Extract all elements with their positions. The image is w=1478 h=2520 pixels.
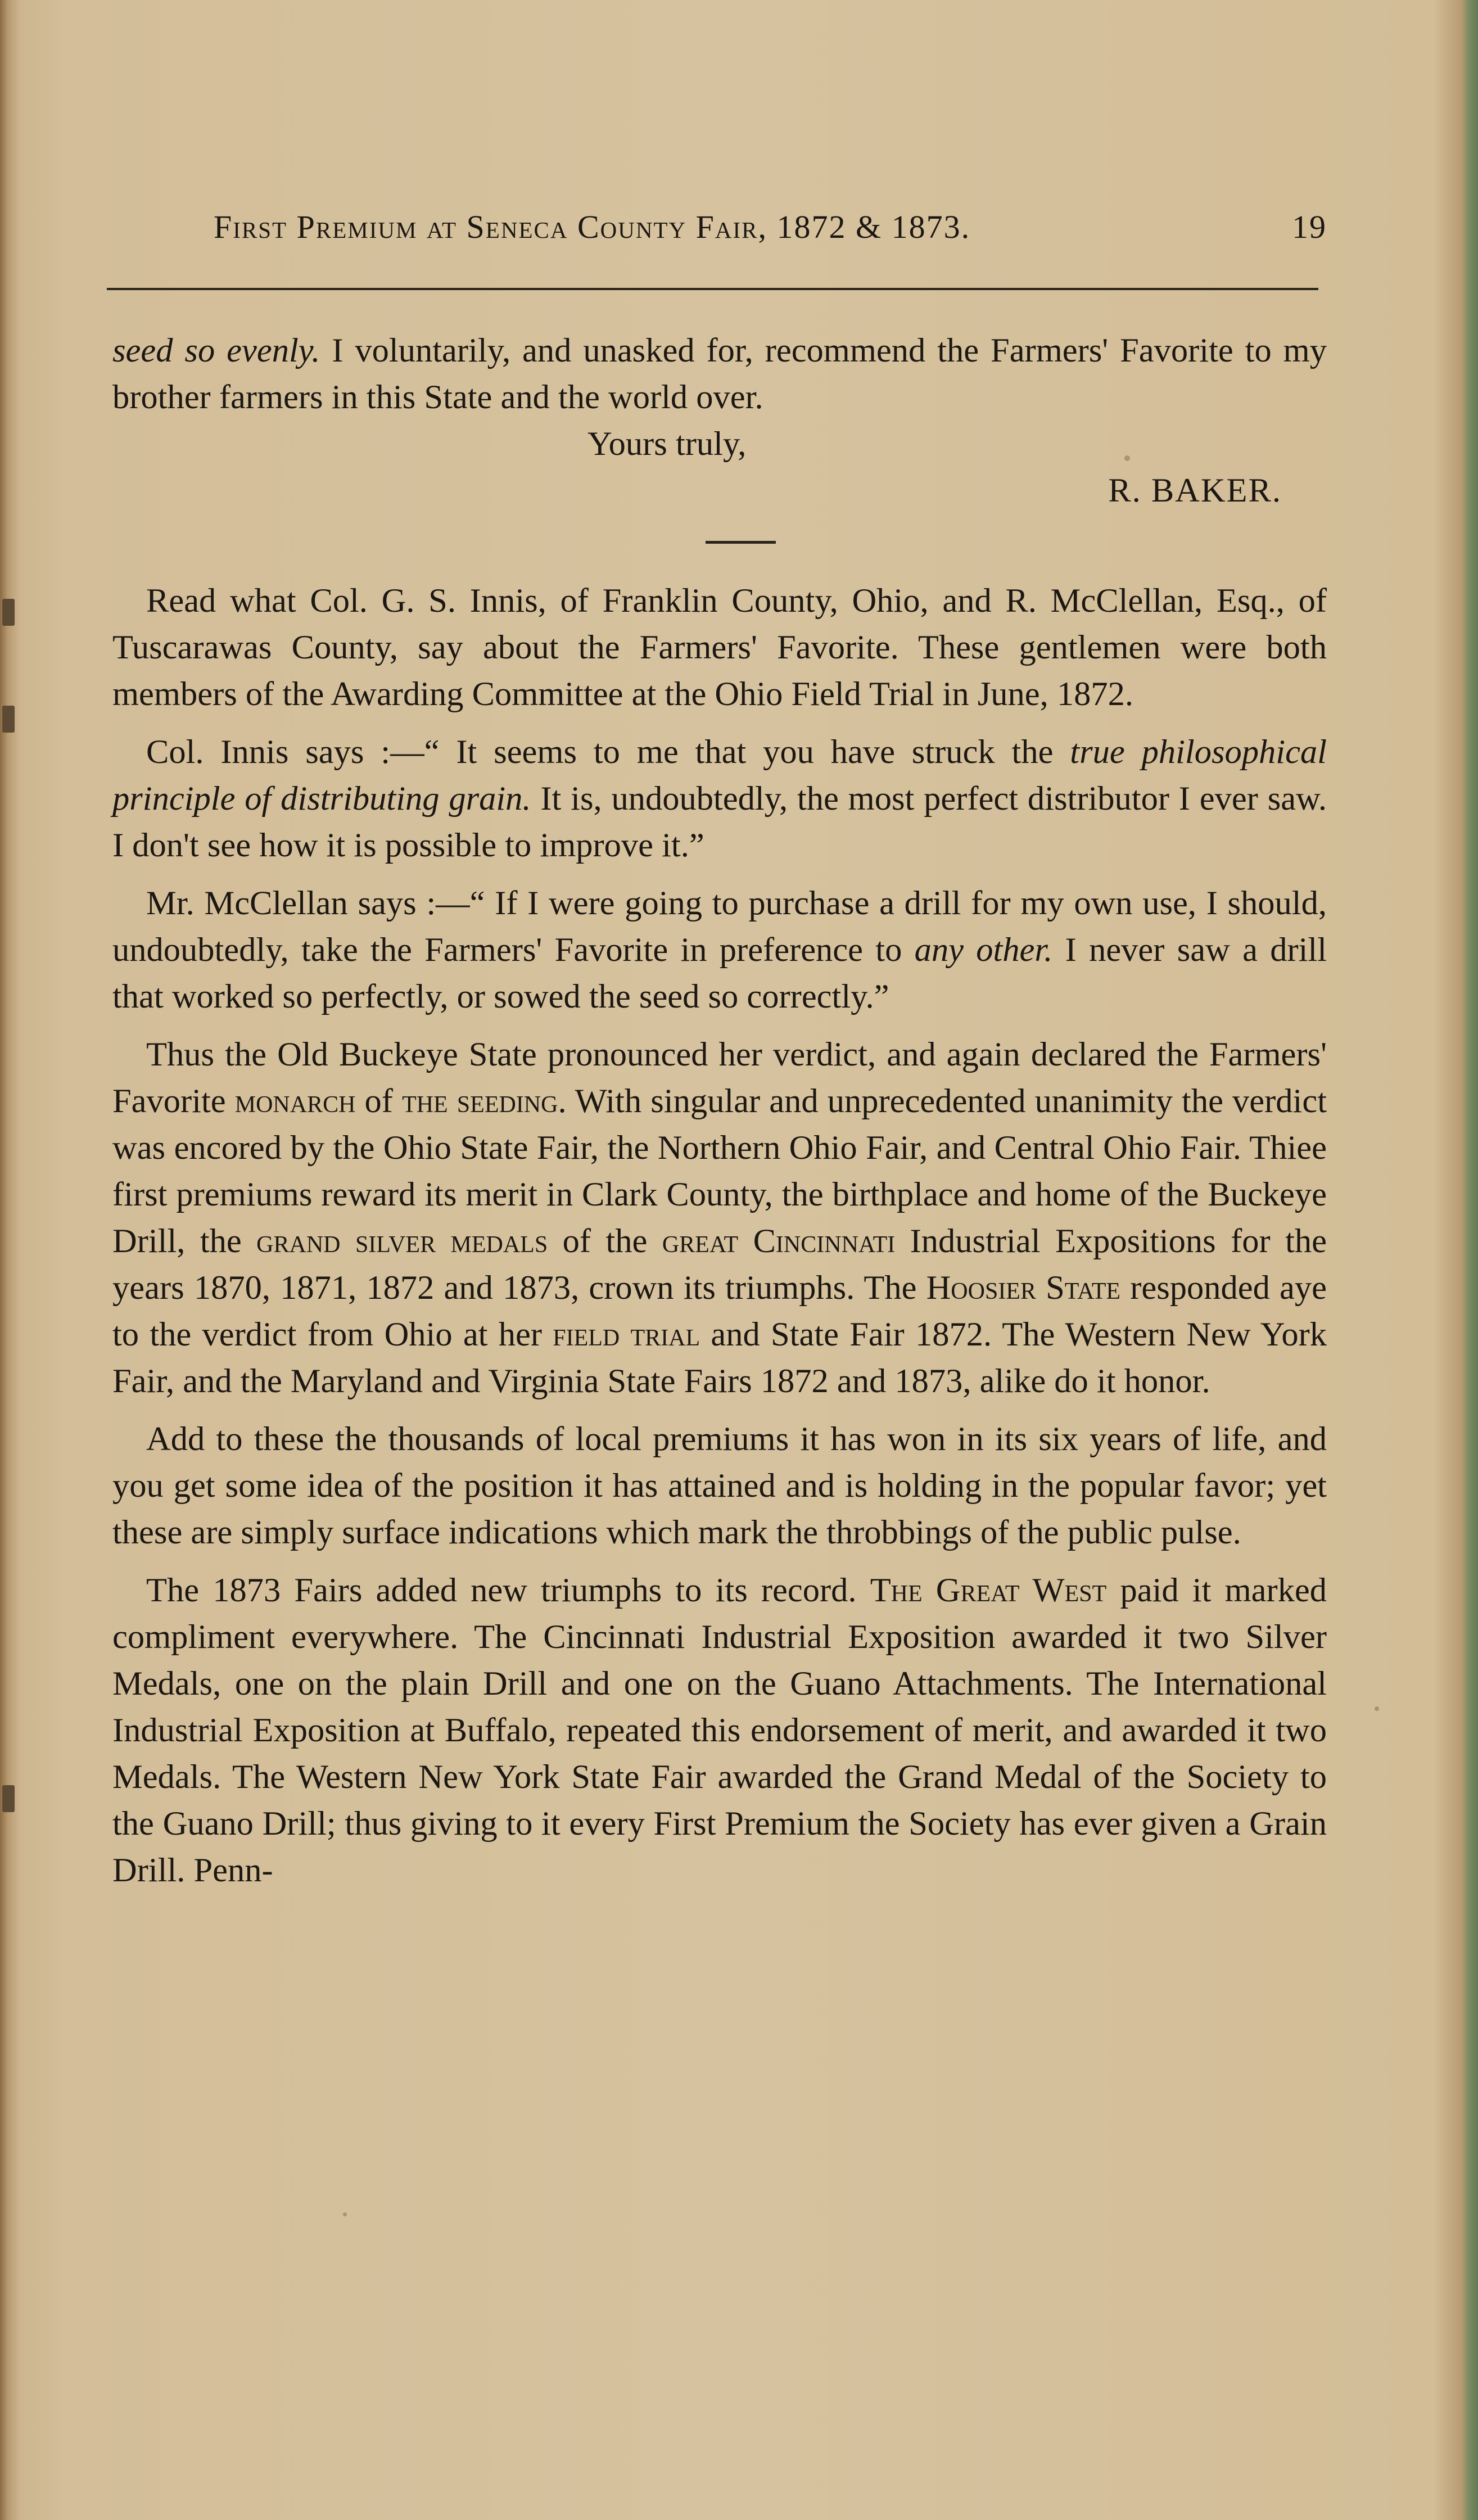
paragraph-add: Add to these the thousands of local premiums it has won in its six years of life, and you get some idea of the position it has attained and is holding in the popular favor; yet these are simply surface indications which mark the throbbings of the public pulse.	[112, 1420, 1327, 1551]
running-header	[214, 208, 1327, 253]
letter-ending: seed so evenly. I voluntarily, and unasked for, recommend the Farmers' Favorite to my brother farmers in this State and the world over.	[112, 332, 1327, 416]
binding-mark	[2, 1785, 15, 1812]
paragraph-read: Read what Col. G. S. Innis, of Franklin County, Ohio, and R. McClellan, Esq., of Tuscarawas County, say about the Farmers' Favorite. These gentlemen were both members of the Awarding Committee at the Ohio Field Trial in June, 1872.	[112, 582, 1327, 713]
binding-mark	[2, 706, 15, 733]
binding-mark	[2, 599, 15, 626]
page-number: 19	[1292, 209, 1327, 245]
section-divider	[706, 541, 776, 544]
letter-signature: R. BAKER.	[1108, 472, 1282, 509]
paragraph-mcclellan: Mr. McClellan says :—“ If I were going to purchase a drill for my own use, I should, undoubtedly, take the Farmers' Favorite in preference to any other. I never saw a drill that worked so perfectly, or sowed the seed so correctly.”	[112, 884, 1327, 1015]
paragraph-1873: The 1873 Fairs added new triumphs to its record. The Great West paid it marked compliment everywhere. The Cincinnati Industrial Exposition awarded it two Silver Medals, one on the plain Drill and one on the Guano Attachments. The International Industrial Exposition at Buffalo, repeated this endorsement of merit, and awarded it two Medals. The Western New York State Fair awarded the Grand Medal of the Society to the Guano Drill; thus giving to it every First Premium the Society has ever given a Grain Drill. Penn-	[112, 1571, 1327, 1889]
running-title: First Premium at Seneca County Fair, 1872 & 1873.	[214, 209, 971, 245]
letter-closing: Yours truly,	[587, 425, 747, 463]
paper-spot	[343, 2212, 347, 2216]
body-text	[112, 327, 1327, 1894]
paragraph-innis: Col. Innis says :—“ It seems to me that you have struck the true philosophical principle of distributing grain. It is, undoubtedly, the most perfect distributor I ever saw. I don't see how it is possible to improve it.”	[112, 733, 1327, 864]
paragraph-buckeye: Thus the Old Buckeye State pronounced her verdict, and again declared the Farmers' Favorite monarch of the seeding. With singular and unprecedented unanimity the verdict was encored by the Ohio State Fair, the Northern Ohio Fair, and Central Ohio Fair. Thiee first premiums reward its merit in Clark County, the birthplace and home of the Buckeye Drill, the grand silver medals of the great Cincinnati Industrial Expositions for the years 1870, 1871, 1872 and 1873, crown its triumphs. The Hoosier State responded aye to the verdict from Ohio at her field trial and State Fair 1872. The Western New York Fair, and the Maryland and Virginia State Fairs 1872 and 1873, alike do it honor.	[112, 1036, 1327, 1400]
paper-spot	[1375, 1706, 1379, 1711]
header-rule	[107, 288, 1318, 290]
